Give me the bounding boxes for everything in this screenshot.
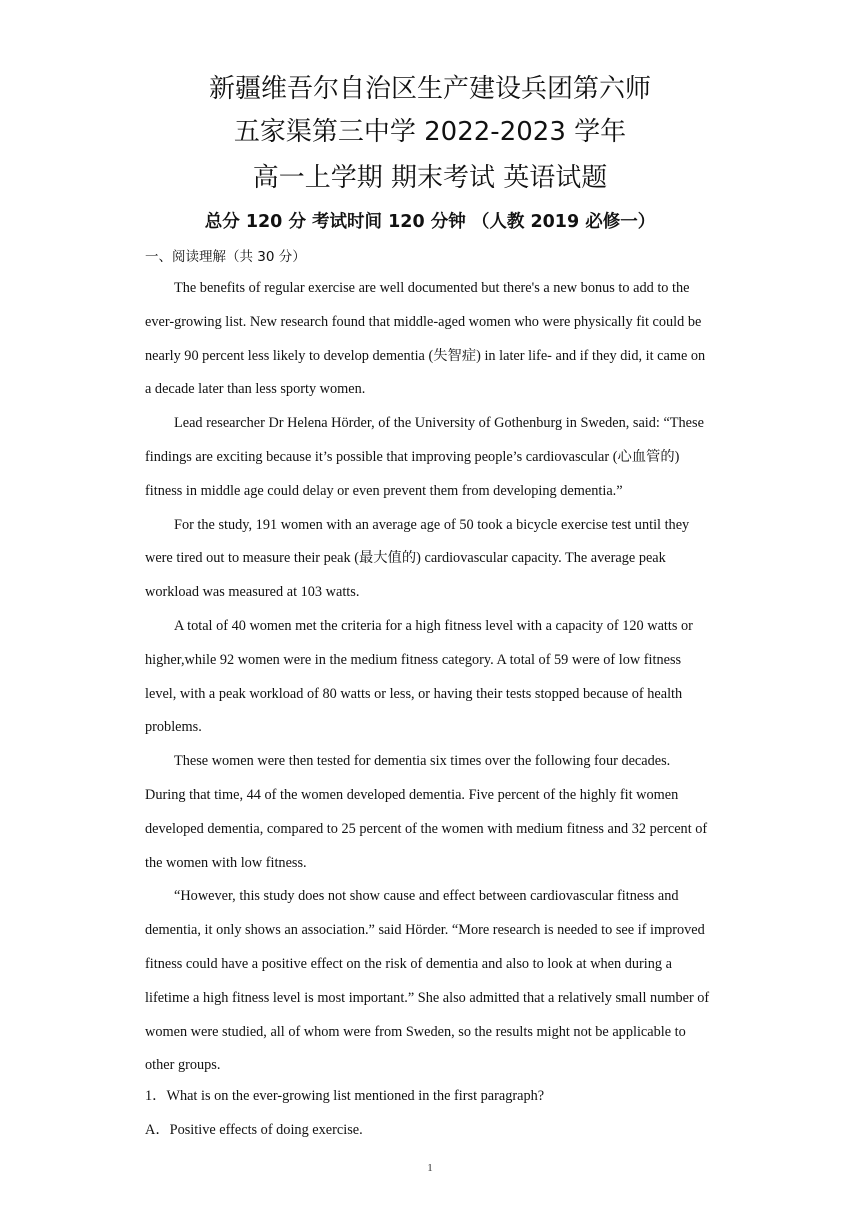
exam-title-line-3: 高一上学期 期末考试 英语试题 <box>252 163 608 193</box>
passage-paragraph: A total of 40 women met the criteria for a high fitness level with a capacity of 120 watts or higher,while 92 women were in the medium fitness category. A total of 59 were of low fitness level, with a peak workload of 80 watts or less, or having their tests stopped because of health problems. <box>145 617 693 736</box>
passage-paragraph: The benefits of regular exercise are well documented but there's a new bonus to add to the ever-growing list. New research found that middle-aged women who were physically fit could be nearly 90 percent less likely to develop dementia (失智症) in later life- and if they did, it came on a decade later than less sporty women. <box>145 280 706 398</box>
exam-subtitle: 总分 120 分 考试时间 120 分钟 （人教 2019 必修一） <box>204 212 656 232</box>
passage-paragraph: “However, this study does not show cause and effect between cardiovascular fitness and dementia, it only shows an association.” said Hörder. “More research is needed to see if improved fitness could have a positive effect on the risk of dementia and also to look at when during a lifetime a high fitness level is most important.” She also admitted that a relatively small number of women were studied, all of whom were from Sweden, so the results might not be applicable to other groups. <box>145 888 710 1074</box>
question-1-stem: 1．What is on the ever-growing list mentioned in the first paragraph? <box>145 1088 545 1104</box>
exam-title-line-1: 新疆维吾尔自治区生产建设兵团第六师 <box>208 74 651 104</box>
reading-passage <box>145 272 713 1083</box>
section-heading-reading: 一、阅读理解（共 30 分） <box>145 249 306 265</box>
passage-paragraph: These women were then tested for dementia six times over the following four decades. During that time, 44 of the women developed dementia. Five percent of the highly fit women developed dementia, compared to 25 percent of the women with medium fitness and 32 percent of the women with low fitness. <box>145 753 708 871</box>
passage-paragraph: For the study, 191 women with an average age of 50 took a bicycle exercise test until they were tired out to measure their peak (最大值的) cardiovascular capacity. The average peak workload was measured at 103 watts. <box>145 516 690 601</box>
question-1-option-a: A．Positive effects of doing exercise. <box>145 1122 363 1138</box>
page-number: 1 <box>427 1162 433 1174</box>
passage-paragraph: Lead researcher Dr Helena Hörder, of the University of Gothenburg in Sweden, said: “These findings are exciting because it’s possible that improving people’s cardiovascular (心血管的) fitness in middle age could delay or even prevent them from developing dementia.” <box>145 415 704 499</box>
exam-title-line-2: 五家渠第三中学 2022-2023 学年 <box>233 117 627 147</box>
